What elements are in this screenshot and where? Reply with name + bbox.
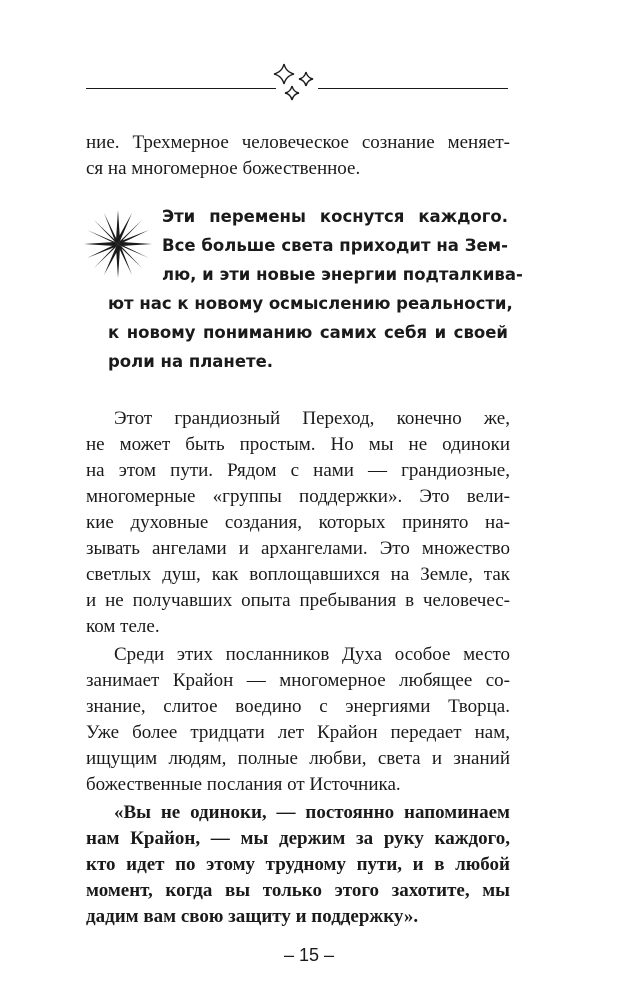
quote-line-1: «Вы не одиноки, — постоянно напоминаем [114,802,510,823]
paragraph1-line-9: ком теле. [86,616,160,637]
quote-line-5: дадим вам свою защиту и поддержку». [86,906,419,927]
paragraph2-line-4: Уже более тридцати лет Крайон передает нам, [86,722,510,743]
paragraph2-line-6: божественные послания от Источника. [86,774,401,795]
paragraph1-line-7: светлых душ, как воплощавшихся на Земле, так [86,564,510,585]
callout-line-1: Эти перемены коснутся каждого. [162,207,508,226]
callout-line-4: ют нас к новому осмыслению реальности, [108,294,513,313]
divider-left [86,88,276,89]
page-number: – 15 – [283,945,335,965]
paragraph1-line-4: многомерные «группы поддержки». Это вели- [86,486,510,507]
intro-line-2: ся на многомерное божественное. [86,158,361,179]
callout-line-5: к новому пониманию самих себя и своей [108,323,508,342]
paragraph1-line-5: кие духовные создания, которых принято на- [86,512,510,533]
paragraph1-line-2: не может быть простым. Но мы не одиноки [86,434,510,455]
paragraph2-line-2: занимает Крайон — многомерное любящее со- [86,670,510,691]
paragraph2-line-5: ищущим людям, полные любви, света и знаний [86,748,510,769]
quote-line-3: кто идет по этому трудному пути, и в любой [86,854,510,875]
quote-line-4: момент, когда вы только этого захотите, мы [86,880,510,901]
callout-line-3: лю, и эти новые энергии подталкива- [162,265,523,284]
quote-line-2: нам Крайон, — мы держим за руку каждого, [86,828,510,849]
paragraph2-line-1: Среди этих посланников Духа особое место [114,644,510,665]
paragraph2-line-3: знание, слитое воедино с энергиями Творца. [86,696,510,717]
paragraph1-line-1: Этот грандиозный Переход, конечно же, [114,408,510,429]
intro-line-1: ние. Трехмерное человеческое сознание меняет- [86,132,510,153]
starburst-icon [84,210,152,278]
callout-line-6: роли на планете. [108,352,274,371]
paragraph1-line-6: зывать ангелами и архангелами. Это множество [86,538,510,559]
divider-right [318,88,508,89]
paragraph1-line-3: на этом пути. Рядом с нами — грандиозные, [86,460,510,481]
header-ornament [0,0,618,120]
callout-line-2: Все больше света приходит на Зем- [162,236,508,255]
sparkle-stars-icon [270,58,330,108]
paragraph1-line-8: и не получавших опыта пребывания в человечес- [86,590,510,611]
